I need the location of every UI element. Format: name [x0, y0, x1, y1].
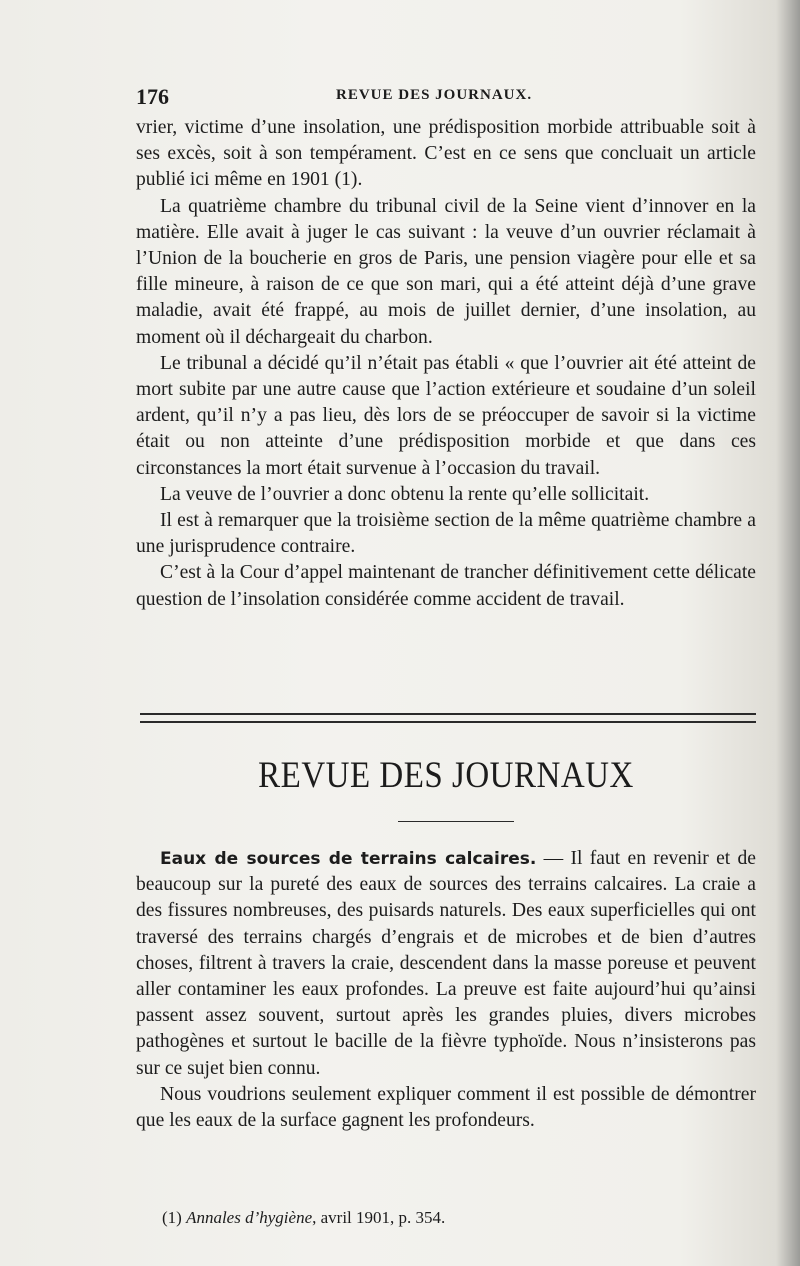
page-number: 176: [136, 84, 169, 109]
paragraph: Il est à remarquer que la troisième section de la même quatrième chambre a une jurisprudence contraire.: [136, 510, 756, 558]
paragraph-text: — Il faut en revenir et de beaucoup sur la pureté des eaux de sources des terrains calcaires. La craie a des fissures nombreuses, des puisards naturels. Des eaux superficielles qui ont traversé des terrains chargés d’engrais et de microbes et de bien d’autres choses, filtrent à travers la craie, descendent dans la masse poreuse et peuvent aller contaminer les eaux profondes. La preuve est faite aujourd’hui qu’ainsi passent assez souvent, surtout après les grandes pluies, divers microbes pathogènes et surtout le bacille de la fièvre typhoïde. Nous n’insisterons pas sur ce sujet bien connu.: [136, 848, 756, 1079]
running-title: REVUE DES JOURNAUX.: [336, 87, 533, 103]
article-text: [136, 846, 756, 1134]
page-header: [136, 84, 756, 110]
section-title: REVUE DES JOURNAUX: [258, 755, 634, 797]
paragraph: [136, 846, 756, 1082]
paragraph: La quatrième chambre du tribunal civil de la Seine vient d’innover en la matière. Elle avait à juger le cas suivant : la veuve d’un ouvrier réclamait à l’Union de la boucherie en gros de Paris, une pension viagère pour elle et sa fille mineure, à raison de ce que son mari, qui a été atteint déjà d’une grave maladie, avait été frappé, au mois de juillet dernier, d’une insolation, au moment où il déchargeait du charbon.: [136, 195, 756, 348]
footnote: [162, 1208, 445, 1228]
footnote-details: , avril 1901, p. 354.: [312, 1208, 446, 1227]
paragraph: La veuve de l’ouvrier a donc obtenu la rente qu’elle sollicitait.: [160, 483, 650, 505]
footnote-source: Annales d’hygiène: [186, 1208, 313, 1227]
footnote-marker: (1): [162, 1208, 187, 1227]
paragraph: Le tribunal a décidé qu’il n’était pas établi « que l’ouvrier ait été atteint de mort subite par une autre cause que l’action extérieure et soudaine d’un soleil ardent, qu’il n’y a pas lieu, dès lors de se préoccuper de savoir si la victime était ou non atteinte d’une prédisposition morbide et que dans ces circonstances la mort était survenue à l’occasion du travail.: [136, 352, 756, 479]
paragraph: C’est à la Cour d’appel maintenant de trancher définitivement cette délicate question de l’insolation considérée comme accident de travail.: [136, 562, 756, 610]
paragraph: Nous voudrions seulement expliquer comment il est possible de démontrer que les eaux de la surface gagnent les profondeurs.: [136, 1083, 756, 1132]
title-underline: [398, 821, 514, 822]
section-divider: [140, 713, 756, 723]
paragraph: vrier, victime d’une insolation, une prédisposition morbide attribuable soit à ses excès, soit à son tempérament. C’est en ce sens que concluait un article publié ici même en 1901 (1).: [136, 117, 756, 191]
top-section-text: [136, 115, 756, 613]
article-heading: Eaux de sources de terrains calcaires.: [160, 849, 537, 869]
